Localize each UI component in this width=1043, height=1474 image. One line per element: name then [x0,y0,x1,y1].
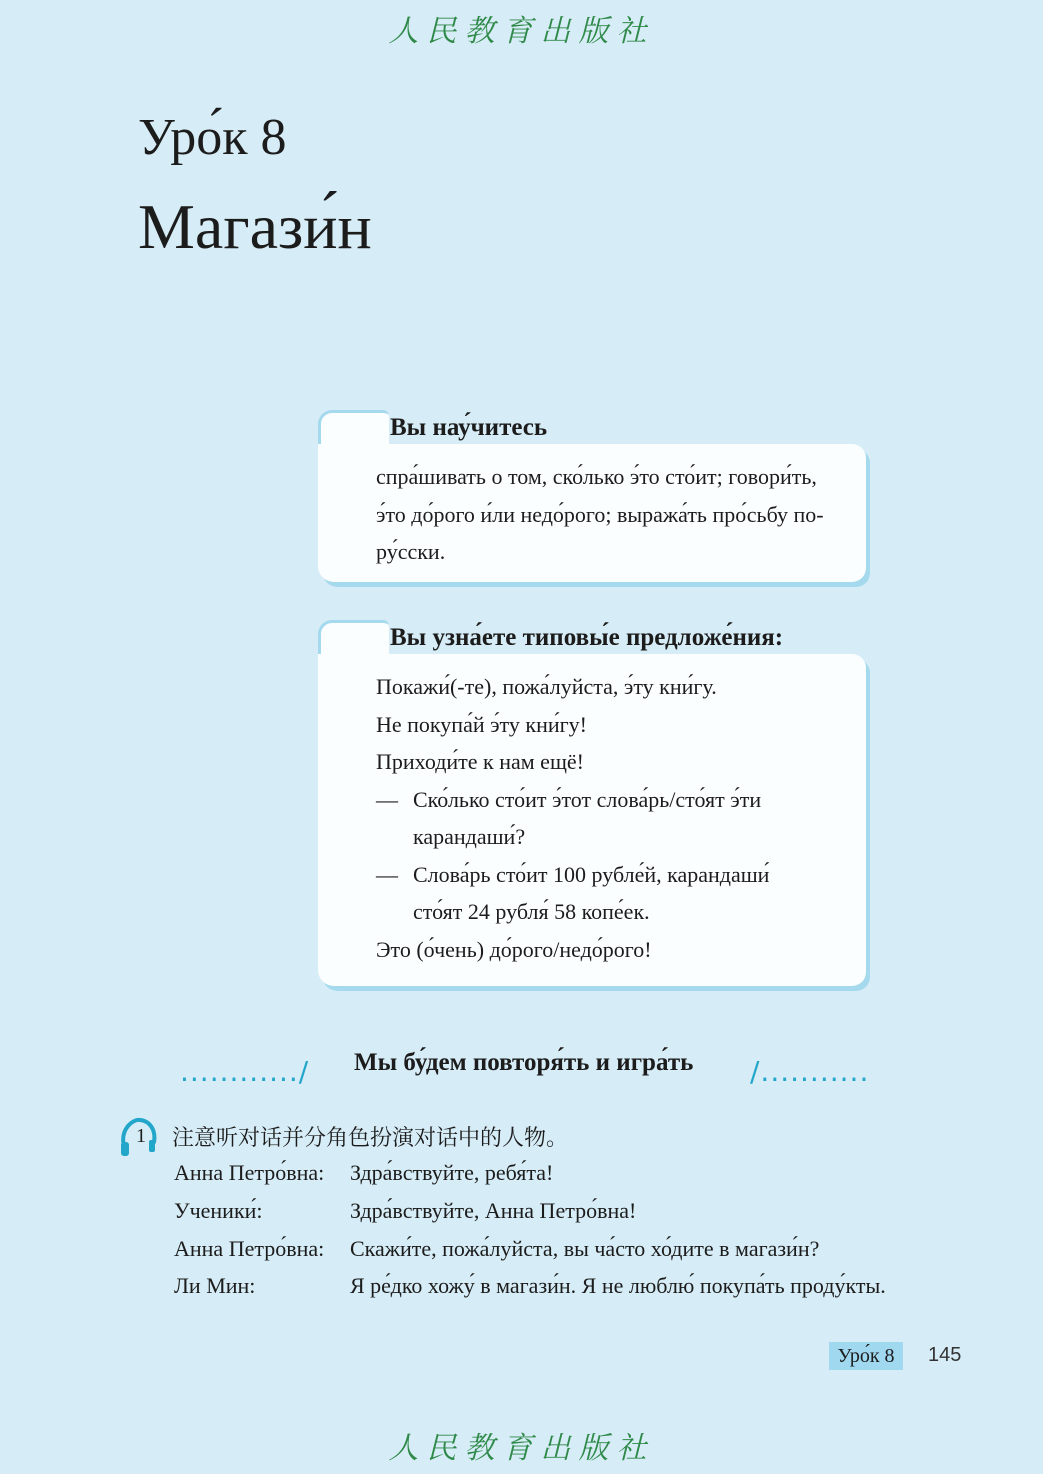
learn-line: э́то до́рого и́ли недо́рого; выража́ть про́сьбу по- [376,501,824,527]
sentence-line: Приходи́те к нам ещё! [376,749,584,774]
dialog-line: Здра́вствуйте, Анна Петро́вна! [350,1198,637,1223]
sentence-text: Слова́рь сто́ит 100 рубле́й, карандаши́ [413,861,770,887]
footer-lesson-tag: Уро́к 8 [829,1342,903,1370]
dialog-speaker: Ли Мин: [174,1273,256,1298]
section-heading [0,1043,1043,1088]
sentence-line: Не покупа́й э́ту кни́гу! [376,711,587,737]
learn-box [318,410,866,582]
dots-decoration-right: /........... [750,1055,870,1088]
sentences-box-text [376,668,850,968]
publisher-logo-top: 人民教育出版社 [388,14,655,49]
learn-box-text [376,458,850,571]
page-number: 145 [928,1344,962,1366]
dots-decoration-left: ............/ [180,1055,310,1088]
sentences-box-heading: Вы узна́ете типовы́е предложе́ния: [390,624,784,651]
sentence-text: сто́ят 24 рубля́ 58 копе́ек. [413,899,650,924]
dialog-line: Скажи́те, пожа́луйста, вы ча́сто хо́дите в магази́н? [350,1236,820,1261]
exercise-number: 1 [136,1125,146,1147]
publisher-logo-bottom: 人民教育出版社 [388,1431,655,1466]
sentence-line: Покажи́(-те), пожа́луйста, э́ту кни́гу. [376,674,717,699]
sentence-line [376,818,850,856]
dialog-speaker: Анна Петро́вна: [174,1160,325,1185]
dialog-dash: — [376,861,398,887]
lesson-number: Уро́к 8 [138,109,287,166]
dialog-line: Здра́вствуйте, ребя́та! [350,1160,554,1185]
sentence-text: карандаши́? [413,824,526,849]
sentence-line: Это (о́чень) до́рого/недо́рого! [376,936,652,962]
sentence-text: Ско́лько сто́ит э́тот слова́рь/сто́ят э́ти [413,786,762,812]
learn-line: спра́шивать о том, ско́лько э́то сто́ит; говори́ть, [376,464,817,489]
dialog-line: Я ре́дко хожу́ в магази́н. Я не люблю́ покупа́ть проду́кты. [350,1273,886,1298]
sentences-box [318,620,866,986]
dialog-speaker: Анна Петро́вна: [174,1236,325,1261]
dialog-dash: — [376,786,398,812]
exercise-instruction: 注意听对话并分角色扮演对话中的人物。 [172,1126,569,1151]
learn-box-heading: Вы нау́читесь [390,414,548,441]
lesson-title: Магази́н [138,191,372,262]
sentence-line [376,893,850,931]
learn-line: ру́сски. [376,539,446,564]
sentence-line [376,781,850,819]
dialog-speaker: Ученики́: [174,1198,263,1223]
sentence-line [376,856,850,894]
section-title: Мы бу́дем повторя́ть и игра́ть [354,1049,694,1076]
